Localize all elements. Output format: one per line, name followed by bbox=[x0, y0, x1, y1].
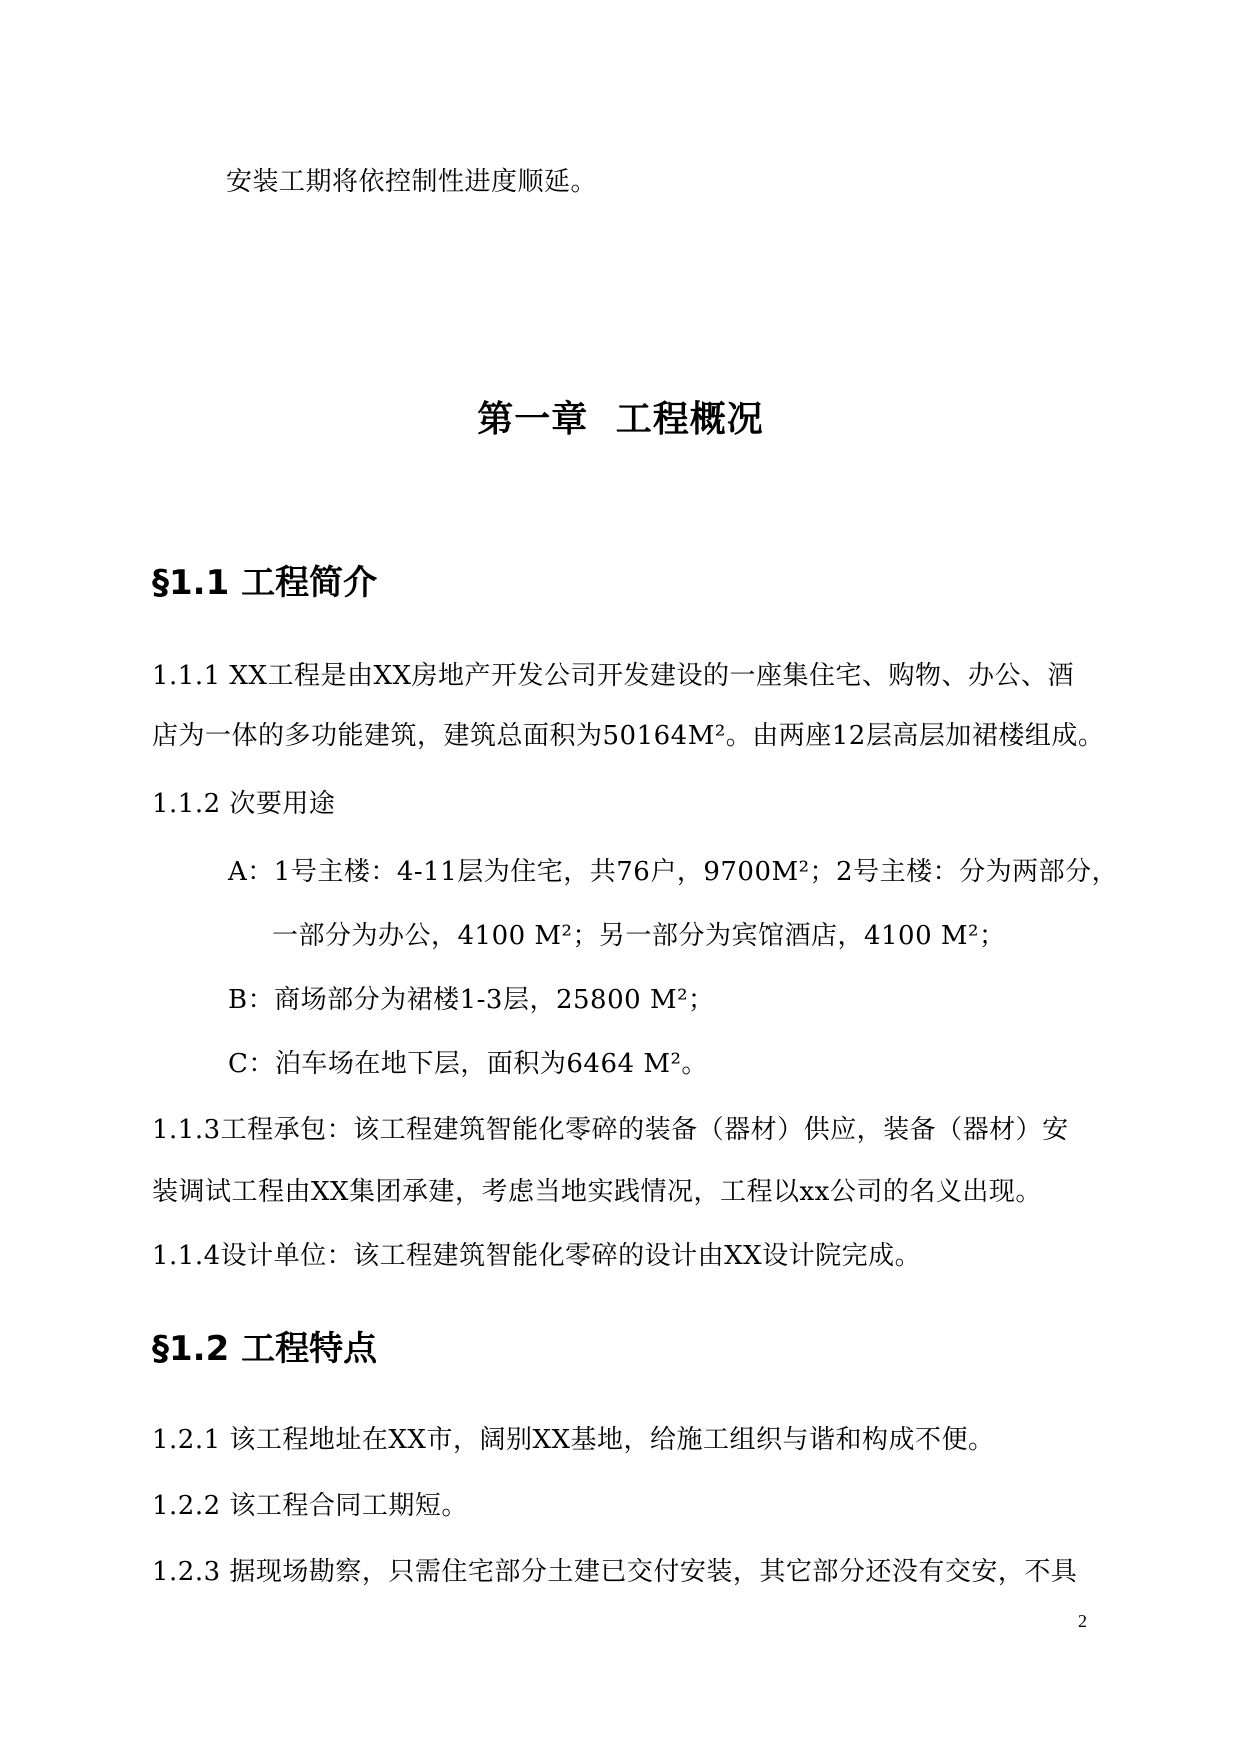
paragraph-1-2-3-line-1: 1.2.3 据现场勘察，只需住宅部分土建已交付安装，其它部分还没有交安，不具 bbox=[152, 1557, 1078, 1587]
paragraph-1-1-3-line-2: 装调试工程由XX集团承建，考虑当地实践情况，工程以xx公司的名义出现。 bbox=[152, 1177, 1042, 1207]
section-title-1-2: §1.2 工程特点 bbox=[152, 1329, 378, 1369]
chapter-title: 第一章 工程概况 bbox=[477, 399, 764, 440]
paragraph-1-1-1-line-1: 1.1.1 XX工程是由XX房地产开发公司开发建设的一座集住宅、购物、办公、酒 bbox=[152, 661, 1074, 691]
paragraph-1-1-3-line-1: 1.1.3工程承包：该工程建筑智能化零碎的装备（器材）供应，装备（器材）安 bbox=[152, 1115, 1069, 1145]
paragraph-1-2-1: 1.2.1 该工程地址在XX市，阔别XX基地，给施工组织与谐和构成不便。 bbox=[152, 1425, 995, 1455]
section-title-1-1: §1.1 工程简介 bbox=[152, 563, 378, 603]
carryover-paragraph: 安装工期将依控制性进度顺延。 bbox=[226, 167, 598, 197]
paragraph-1-2-2: 1.2.2 该工程合同工期短。 bbox=[152, 1491, 468, 1521]
item-a-line-2: 一部分为办公，4100 M²；另一部分为宾馆酒店，4100 M²； bbox=[272, 921, 1006, 951]
item-b: B：商场部分为裙楼1-3层，25800 M²； bbox=[228, 985, 715, 1015]
paragraph-1-1-4: 1.1.4设计单位：该工程建筑智能化零碎的设计由XX设计院完成。 bbox=[152, 1241, 922, 1271]
paragraph-1-1-1-line-2: 店为一体的多功能建筑，建筑总面积为50164M²。由两座12层高层加裙楼组成。 bbox=[152, 721, 1105, 751]
page-number: 2 bbox=[1078, 1611, 1087, 1631]
paragraph-1-1-2-heading: 1.1.2 次要用途 bbox=[152, 789, 336, 819]
item-a-line-1: A：1号主楼：4-11层为住宅，共76户，9700M²；2号主楼：分为两部分， bbox=[228, 857, 1119, 887]
item-c: C：泊车场在地下层，面积为6464 M²。 bbox=[228, 1049, 708, 1079]
